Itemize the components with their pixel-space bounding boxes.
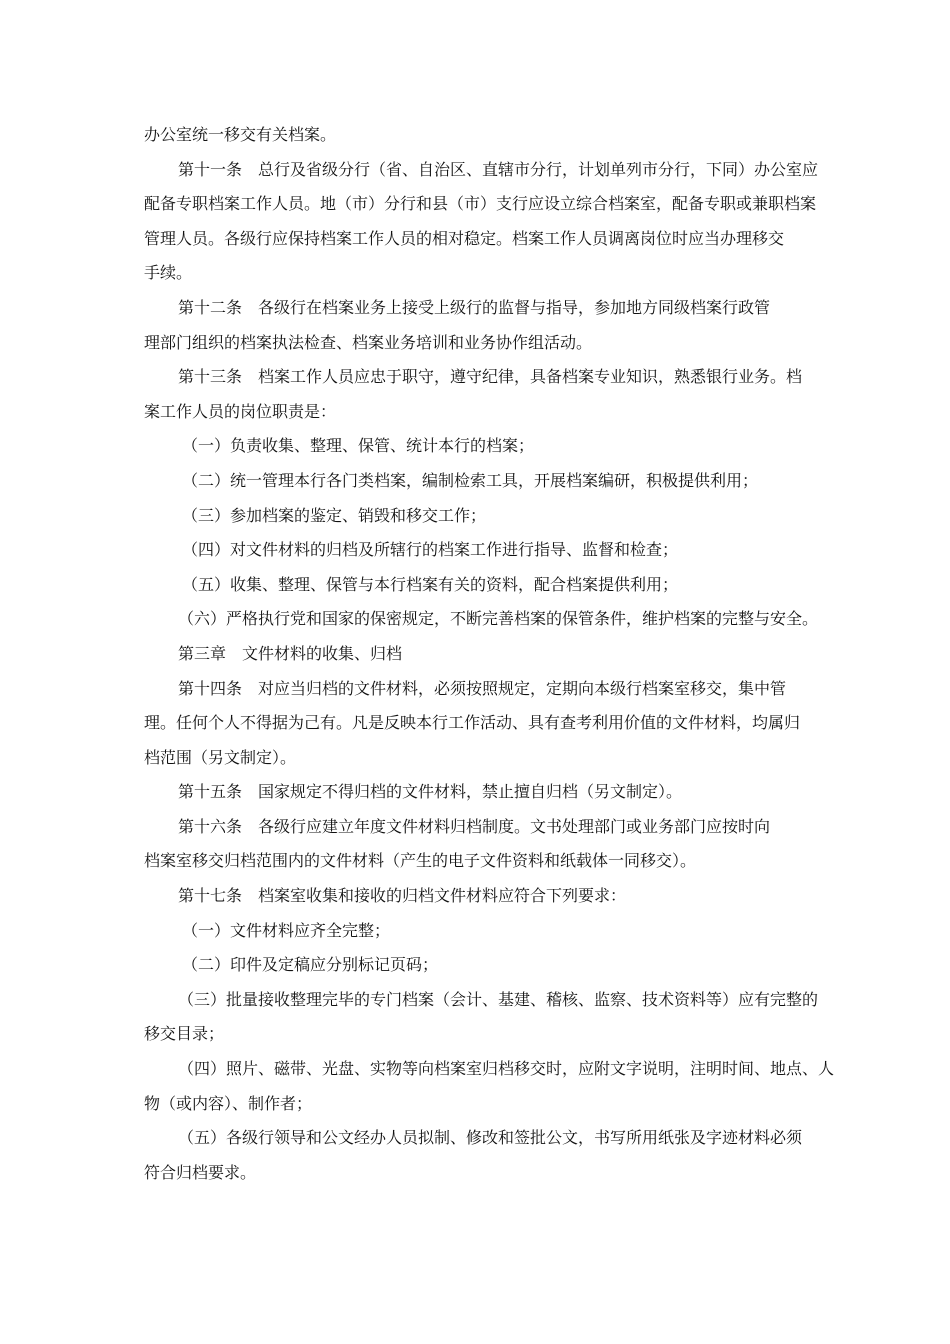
text-line: 第十三条 档案工作人员应忠于职守，遵守纪律，具备档案专业知识，熟悉银行业务。档 (178, 367, 803, 387)
text-line: （五）各级行领导和公文经办人员拟制、修改和签批公文，书写所用纸张及字迹材料必须 (178, 1128, 803, 1148)
text-line: （四）对文件材料的归档及所辖行的档案工作进行指导、监督和检查； (182, 540, 679, 560)
text-line: （五）收集、整理、保管与本行档案有关的资料，配合档案提供利用； (182, 574, 679, 594)
text-line: 管理人员。各级行应保持档案工作人员的相对稳定。档案工作人员调离岗位时应当办理移交 (144, 228, 785, 248)
text-line: （二）印件及定稿应分别标记页码； (182, 955, 439, 975)
text-line: （三）参加档案的鉴定、销毁和移交工作； (182, 505, 487, 525)
document-body (144, 118, 835, 1190)
text-line: 第十二条 各级行在档案业务上接受上级行的监督与指导，参加地方同级档案行政管 (178, 297, 771, 317)
text-line: 第十七条 档案室收集和接收的归档文件材料应符合下列要求： (178, 886, 627, 906)
text-line: 案工作人员的岗位职责是： (144, 401, 337, 421)
text-line: （二）统一管理本行各门类档案，编制检索工具，开展档案编研，积极提供利用； (182, 470, 759, 490)
text-line: （一）文件材料应齐全完整； (182, 920, 391, 940)
text-line: 档范围（另文制定）。 (144, 747, 297, 767)
text-line: 第十一条 总行及省级分行（省、自治区、直辖市分行，计划单列市分行，下同）办公室应 (178, 159, 819, 179)
text-line: 第十六条 各级行应建立年度文件材料归档制度。文书处理部门或业务部门应按时向 (178, 816, 771, 836)
text-line: 第十五条 国家规定不得归档的文件材料，禁止擅自归档（另文制定）。 (178, 782, 683, 802)
text-line: （六）严格执行党和国家的保密规定，不断完善档案的保管条件，维护档案的完整与安全。 (178, 609, 819, 629)
text-line: 移交目录； (144, 1024, 225, 1044)
text-line: 配备专职档案工作人员。地（市）分行和县（市）支行应设立综合档案室，配备专职或兼职档案 (144, 194, 817, 214)
text-line: 物（或内容）、制作者； (144, 1093, 313, 1113)
text-line: 理部门组织的档案执法检查、档案业务培训和业务协作组活动。 (144, 332, 593, 352)
text-line: 第三章 文件材料的收集、归档 (178, 643, 403, 663)
text-line: 档案室移交归档范围内的文件材料（产生的电子文件资料和纸载体一同移交）。 (144, 851, 697, 871)
text-line: 办公室统一移交有关档案。 (144, 125, 337, 144)
text-line: 符合归档要求。 (144, 1162, 257, 1182)
text-line: （四）照片、磁带、光盘、实物等向档案室归档移交时，应附文字说明，注明时间、地点、人 (178, 1059, 835, 1079)
text-line: 理。任何个人不得据为己有。凡是反映本行工作活动、具有查考利用价值的文件材料，均属归 (144, 713, 801, 733)
text-line: （三）批量接收整理完毕的专门档案（会计、基建、稽核、监察、技术资料等）应有完整的 (178, 989, 819, 1009)
text-line: 手续。 (144, 263, 193, 283)
text-line: （一）负责收集、整理、保管、统计本行的档案； (182, 436, 535, 456)
text-line: 第十四条 对应当归档的文件材料，必须按照规定，定期向本级行档案室移交，集中管 (178, 678, 787, 698)
